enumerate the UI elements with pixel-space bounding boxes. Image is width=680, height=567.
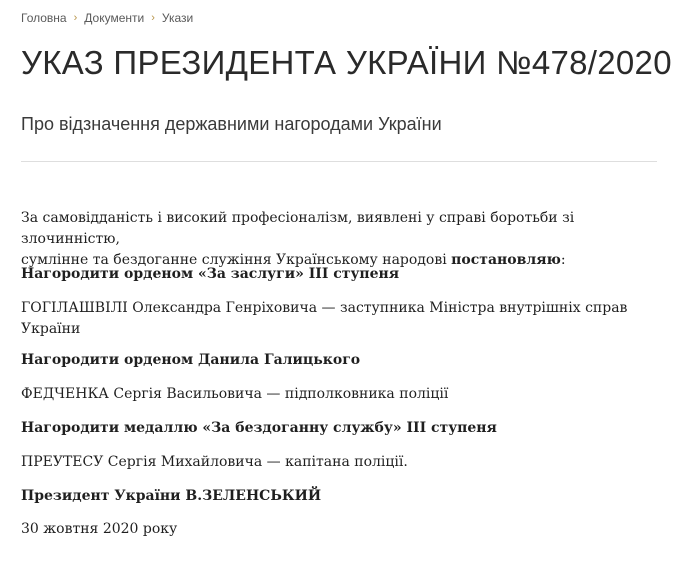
decree-date: 30 жовтня 2020 року — [21, 521, 178, 537]
decree-intro — [21, 208, 661, 271]
chevron-right-icon: › — [73, 12, 78, 24]
signature: Президент України В.ЗЕЛЕНСЬКИЙ — [21, 488, 322, 504]
award-heading-1: Нагородити орденом «За заслуги» III ступеня — [21, 266, 400, 282]
recipient-1-line-1: ГОГІЛАШВІЛІ Олександра Генріховича — заступника Міністра внутрішніх справ — [21, 300, 628, 316]
award-heading-2: Нагородити орденом Данила Галицького — [21, 352, 361, 368]
award-recipient-2: ФЕДЧЕНКА Сергія Васильовича — підполковника поліції — [21, 386, 449, 402]
divider — [21, 161, 657, 162]
page-title: УКАЗ ПРЕЗИДЕНТА УКРАЇНИ №478/2020 — [21, 44, 672, 81]
chevron-right-icon: › — [151, 12, 155, 24]
recipient-1-line-2: України — [21, 321, 81, 337]
breadcrumb-decrees-link[interactable]: Укази — [161, 11, 194, 25]
breadcrumb-home-link[interactable]: Головна — [21, 11, 67, 25]
intro-line-2-colon: : — [560, 252, 566, 268]
breadcrumb-documents-link[interactable]: Документи — [84, 11, 145, 25]
award-heading-3: Нагородити медаллю «За бездоганну службу» III ступеня — [21, 420, 497, 436]
page-subtitle: Про відзначення державними нагородами України — [21, 114, 442, 134]
award-recipient-1 — [21, 298, 661, 340]
decision-word: постановляю — [451, 252, 561, 268]
award-recipient-3: ПРЕУТЕСУ Сергія Михайловича — капітана поліції. — [21, 454, 408, 470]
intro-line-2-text: сумлінне та бездоганне служіння Українському народові — [21, 252, 452, 268]
intro-line-1: За самовідданість і високий професіоналізм, виявлені у справі боротьби зі злочинністю, — [21, 210, 575, 247]
breadcrumb — [21, 11, 193, 25]
